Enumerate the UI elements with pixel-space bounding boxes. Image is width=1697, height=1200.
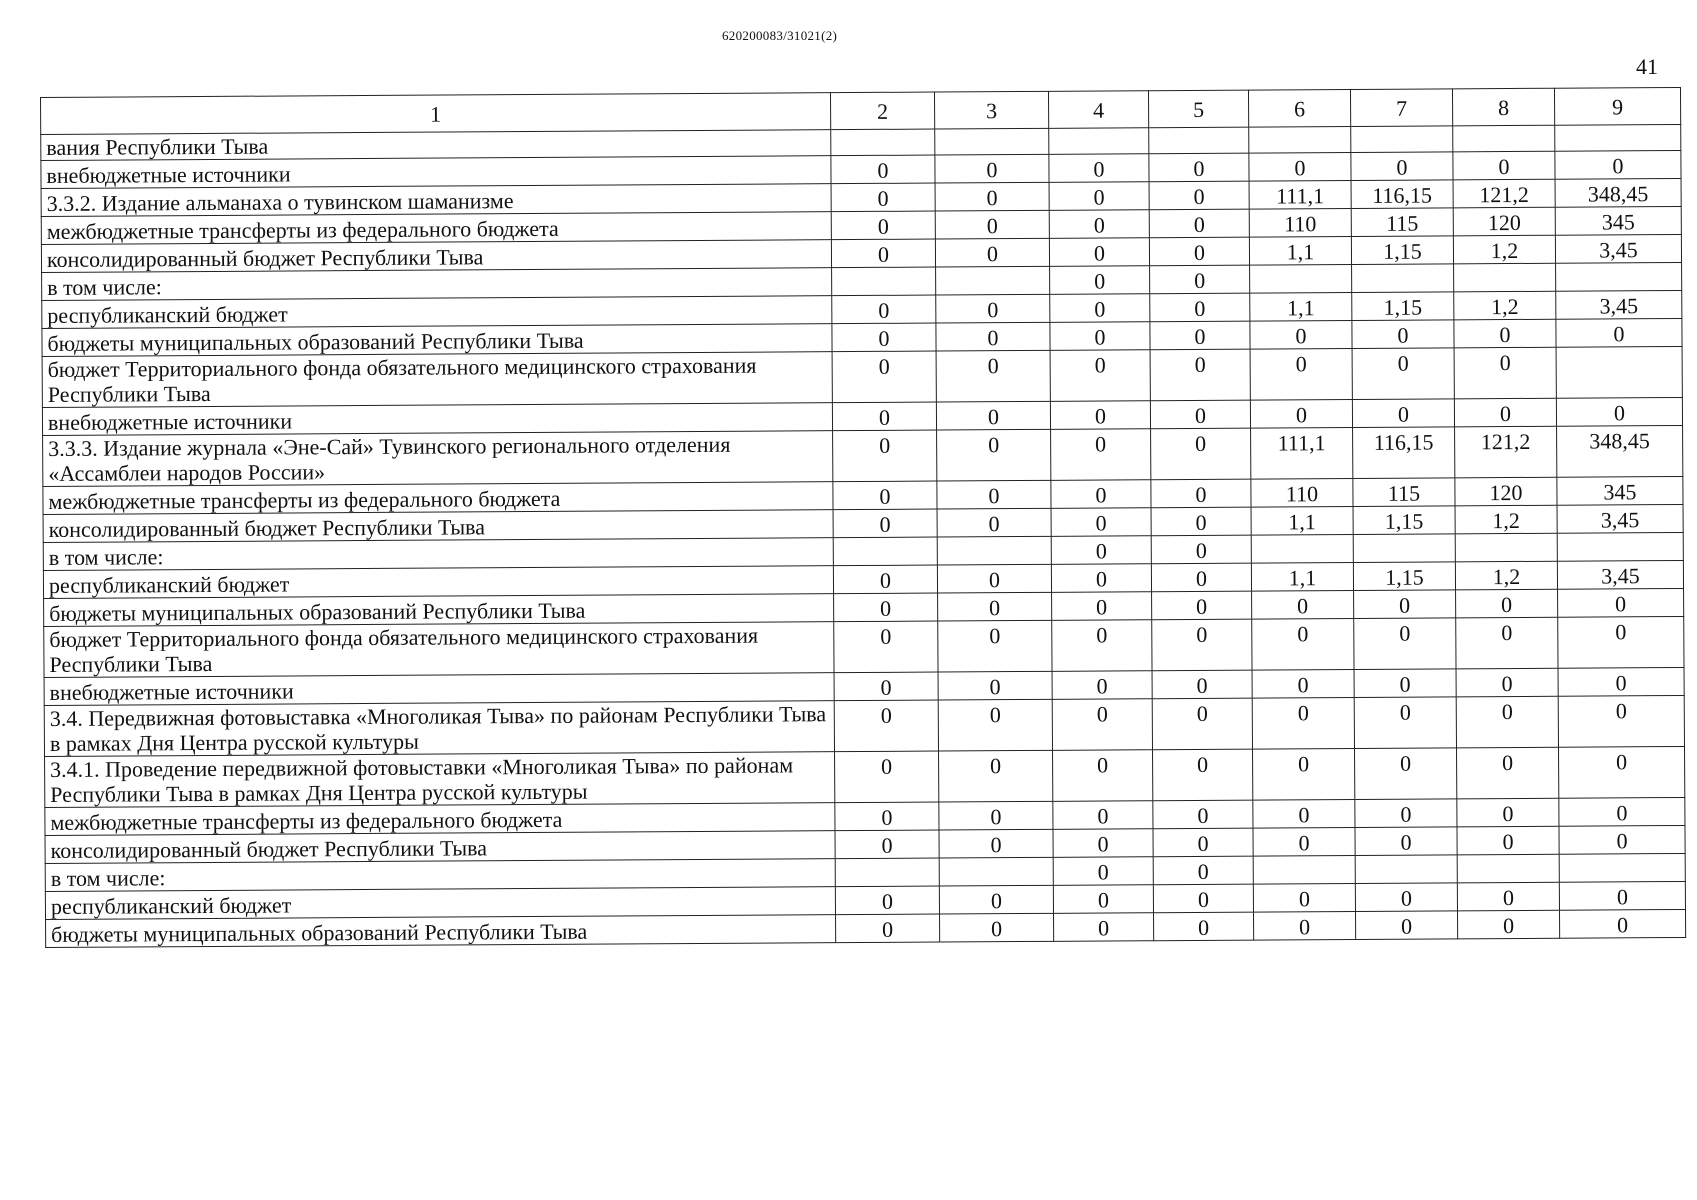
cell-col-5: 0 (1151, 535, 1251, 564)
cell-col-3: 0 (936, 322, 1050, 351)
cell-col-9: 0 (1559, 797, 1685, 826)
cell-col-4: 0 (1050, 266, 1150, 295)
cell-col-9: 0 (1556, 397, 1682, 426)
cell-col-6: 0 (1249, 152, 1351, 181)
row-label: межбюджетные трансферты из федерального бюджета (41, 212, 831, 245)
cell-col-8 (1457, 854, 1559, 883)
cell-col-6: 110 (1249, 208, 1351, 237)
cell-col-7: 116,15 (1353, 427, 1455, 479)
cell-col-8: 1,2 (1455, 505, 1557, 534)
cell-col-2: 0 (831, 239, 935, 268)
header-col-3: 3 (934, 91, 1048, 129)
row-label: бюджет Территориального фонда обязательного медицинского страхования Республики Тыва (44, 622, 834, 678)
cell-col-3: 0 (938, 699, 1052, 751)
cell-col-4: 0 (1049, 210, 1149, 239)
cell-col-2: 0 (834, 593, 938, 622)
cell-col-9: 0 (1559, 746, 1685, 798)
cell-col-6: 0 (1250, 399, 1352, 428)
cell-col-6: 0 (1252, 669, 1354, 698)
cell-col-8: 120 (1455, 477, 1557, 506)
cell-col-5: 0 (1154, 912, 1254, 941)
cell-col-5: 0 (1149, 153, 1249, 182)
row-label: межбюджетные трансферты из федерального бюджета (45, 803, 835, 836)
cell-col-3: 0 (938, 671, 1052, 700)
cell-col-2: 0 (831, 211, 935, 240)
row-label: внебюджетные источники (44, 673, 834, 706)
table-body (41, 124, 1686, 947)
header-col-6: 6 (1248, 89, 1350, 127)
cell-col-7: 0 (1352, 320, 1454, 349)
cell-col-4: 0 (1053, 885, 1153, 914)
cell-col-9 (1555, 124, 1681, 151)
cell-col-6: 0 (1253, 748, 1355, 800)
row-label: внебюджетные источники (41, 156, 831, 189)
cell-col-2: 0 (834, 700, 938, 752)
cell-col-8: 0 (1457, 826, 1559, 855)
cell-col-5: 0 (1153, 884, 1253, 913)
cell-col-6: 1,1 (1251, 506, 1353, 535)
cell-col-2: 0 (832, 323, 936, 352)
cell-col-3: 0 (936, 350, 1050, 402)
cell-col-2: 0 (834, 672, 938, 701)
cell-col-3: 0 (937, 480, 1051, 509)
cell-col-3: 0 (935, 182, 1049, 211)
cell-col-5: 0 (1149, 181, 1249, 210)
cell-col-8: 1,2 (1454, 291, 1556, 320)
cell-col-3: 0 (937, 508, 1051, 537)
cell-col-8: 0 (1454, 398, 1556, 427)
cell-col-5: 0 (1152, 698, 1252, 750)
cell-col-9: 0 (1559, 881, 1685, 910)
cell-col-5: 0 (1152, 591, 1252, 620)
cell-col-2: 0 (835, 751, 939, 803)
cell-col-7: 1,15 (1351, 236, 1453, 265)
cell-col-8: 0 (1456, 589, 1558, 618)
cell-col-7 (1351, 126, 1453, 153)
cell-col-8: 121,2 (1455, 426, 1557, 478)
cell-col-8: 1,2 (1453, 235, 1555, 264)
cell-col-5: 0 (1153, 856, 1253, 885)
header-col-5: 5 (1148, 90, 1248, 128)
cell-col-4 (1049, 128, 1149, 155)
cell-col-6 (1249, 126, 1351, 153)
cell-col-5: 0 (1151, 428, 1251, 480)
cell-col-6: 0 (1252, 590, 1354, 619)
cell-col-4: 0 (1053, 829, 1153, 858)
cell-col-9 (1556, 346, 1682, 398)
cell-col-9: 3,45 (1555, 234, 1681, 263)
cell-col-6: 111,1 (1251, 427, 1353, 479)
row-label: консолидированный бюджет Республики Тыва (41, 240, 831, 273)
cell-col-2: 0 (831, 183, 935, 212)
cell-col-5: 0 (1150, 321, 1250, 350)
cell-col-3: 0 (939, 801, 1053, 830)
cell-col-5 (1149, 127, 1249, 154)
cell-col-2: 0 (835, 830, 939, 859)
cell-col-6: 0 (1250, 348, 1352, 400)
cell-col-9: 3,45 (1556, 290, 1682, 319)
cell-col-6: 0 (1253, 827, 1355, 856)
cell-col-5: 0 (1149, 209, 1249, 238)
budget-table (40, 87, 1686, 948)
cell-col-6: 1,1 (1251, 562, 1353, 591)
cell-col-9: 0 (1559, 825, 1685, 854)
cell-col-4: 0 (1050, 350, 1150, 402)
cell-col-3: 0 (935, 154, 1049, 183)
cell-col-9: 0 (1558, 667, 1684, 696)
cell-col-7: 0 (1355, 748, 1457, 800)
cell-col-5: 0 (1150, 349, 1250, 401)
row-label: 3.4.1. Проведение передвижной фотовыставки «Многоликая Тыва» по районам Республики Тыва в рамках Дня Центра русской культуры (45, 752, 835, 808)
cell-col-9: 0 (1559, 909, 1685, 938)
header-col-8: 8 (1452, 88, 1554, 126)
cell-col-6: 0 (1253, 883, 1355, 912)
cell-col-6 (1251, 534, 1353, 563)
row-label: внебюджетные источники (42, 403, 832, 436)
cell-col-4: 0 (1051, 508, 1151, 537)
cell-col-2: 0 (835, 886, 939, 915)
cell-col-7: 0 (1354, 590, 1456, 619)
cell-col-7 (1353, 534, 1455, 563)
cell-col-5: 0 (1153, 828, 1253, 857)
cell-col-8: 121,2 (1453, 179, 1555, 208)
cell-col-9 (1559, 853, 1685, 882)
row-label: бюджеты муниципальных образований Республики Тыва (44, 594, 834, 627)
cell-col-9: 348,45 (1557, 425, 1683, 477)
cell-col-7: 1,15 (1353, 506, 1455, 535)
cell-col-2 (832, 267, 936, 296)
cell-col-3: 0 (937, 564, 1051, 593)
cell-col-2: 0 (832, 295, 936, 324)
cell-col-9: 345 (1555, 206, 1681, 235)
row-label: республиканский бюджет (42, 296, 832, 329)
cell-col-6: 0 (1252, 697, 1354, 749)
header-col-1: 1 (41, 93, 831, 135)
cell-col-3: 0 (937, 429, 1051, 481)
cell-col-8: 0 (1454, 347, 1556, 399)
row-label: 3.4. Передвижная фотовыставка «Многоликая Тыва» по районам Республики Тыва в рамках Дня Центра русской культуры (44, 701, 834, 757)
cell-col-4: 0 (1052, 699, 1152, 751)
cell-col-7: 0 (1355, 799, 1457, 828)
row-label: бюджет Территориального фонда обязательного медицинского страхования Республики Тыва (42, 352, 832, 408)
header-col-2: 2 (830, 92, 934, 130)
row-label: в том числе: (45, 859, 835, 892)
cell-col-8: 120 (1453, 207, 1555, 236)
cell-col-8: 0 (1457, 882, 1559, 911)
row-label: 3.3.2. Издание альманаха о тувинском шаманизме (41, 184, 831, 217)
cell-col-6: 1,1 (1250, 292, 1352, 321)
cell-col-4: 0 (1052, 671, 1152, 700)
cell-col-2: 0 (833, 509, 937, 538)
cell-col-7: 0 (1351, 152, 1453, 181)
cell-col-9: 0 (1558, 616, 1684, 668)
cell-col-7: 0 (1352, 348, 1454, 400)
cell-col-3: 0 (940, 913, 1054, 942)
cell-col-8: 0 (1454, 319, 1556, 348)
cell-col-8 (1453, 125, 1555, 152)
cell-col-4: 0 (1051, 429, 1151, 481)
cell-col-9: 0 (1558, 695, 1684, 747)
cell-col-6: 0 (1252, 618, 1354, 670)
cell-col-7: 115 (1351, 208, 1453, 237)
row-label: 3.3.3. Издание журнала «Эне-Сай» Тувинского регионального отделения «Ассамблеи народов России» (43, 431, 833, 487)
cell-col-4: 0 (1052, 592, 1152, 621)
cell-col-9 (1557, 532, 1683, 561)
cell-col-2: 0 (833, 565, 937, 594)
cell-col-6: 110 (1251, 478, 1353, 507)
cell-col-7: 0 (1354, 618, 1456, 670)
cell-col-5: 0 (1151, 507, 1251, 536)
cell-col-8: 0 (1456, 617, 1558, 669)
budget-table-container (40, 87, 1685, 948)
cell-col-2: 0 (832, 402, 936, 431)
cell-col-3 (935, 128, 1049, 155)
cell-col-5: 0 (1149, 237, 1249, 266)
cell-col-4: 0 (1053, 857, 1153, 886)
cell-col-4: 0 (1050, 294, 1150, 323)
cell-col-3: 0 (938, 592, 1052, 621)
cell-col-7: 0 (1355, 911, 1457, 940)
cell-col-8: 0 (1456, 696, 1558, 748)
cell-col-5: 0 (1150, 400, 1250, 429)
cell-col-3 (936, 266, 1050, 295)
cell-col-9: 0 (1555, 150, 1681, 179)
cell-col-4: 0 (1050, 322, 1150, 351)
cell-col-3: 0 (939, 829, 1053, 858)
cell-col-7: 1,15 (1352, 292, 1454, 321)
cell-col-2: 0 (833, 481, 937, 510)
cell-col-4: 0 (1053, 750, 1153, 802)
row-label: консолидированный бюджет Республики Тыва (43, 510, 833, 543)
cell-col-2: 0 (836, 914, 940, 943)
cell-col-3: 0 (939, 750, 1053, 802)
page-number: 41 (1636, 54, 1658, 79)
cell-col-3: 0 (936, 401, 1050, 430)
cell-col-9 (1556, 262, 1682, 291)
cell-col-7: 1,15 (1353, 562, 1455, 591)
cell-col-2: 0 (833, 430, 937, 482)
cell-col-6: 111,1 (1249, 180, 1351, 209)
cell-col-5: 0 (1152, 619, 1252, 671)
cell-col-9: 348,45 (1555, 178, 1681, 207)
cell-col-6 (1253, 855, 1355, 884)
cell-col-4: 0 (1052, 620, 1152, 672)
cell-col-3: 0 (938, 620, 1052, 672)
cell-col-6: 0 (1250, 320, 1352, 349)
cell-col-8: 0 (1457, 910, 1559, 939)
cell-col-7: 116,15 (1351, 180, 1453, 209)
cell-col-4: 0 (1051, 480, 1151, 509)
cell-col-6: 0 (1253, 799, 1355, 828)
cell-col-7: 0 (1355, 883, 1457, 912)
cell-col-4: 0 (1053, 801, 1153, 830)
cell-col-5: 0 (1151, 563, 1251, 592)
cell-col-9: 0 (1556, 318, 1682, 347)
cell-col-4: 0 (1051, 536, 1151, 565)
row-label: бюджеты муниципальных образований Республики Тыва (46, 915, 836, 948)
cell-col-8: 0 (1457, 747, 1559, 799)
cell-col-8: 0 (1456, 668, 1558, 697)
cell-col-3: 0 (939, 885, 1053, 914)
cell-col-2: 0 (835, 802, 939, 831)
cell-col-8: 0 (1453, 151, 1555, 180)
cell-col-7: 0 (1354, 669, 1456, 698)
cell-col-5: 0 (1150, 265, 1250, 294)
cell-col-7: 0 (1354, 697, 1456, 749)
cell-col-7 (1355, 855, 1457, 884)
cell-col-9: 3,45 (1557, 560, 1683, 589)
cell-col-4: 0 (1049, 154, 1149, 183)
cell-col-6: 0 (1254, 911, 1356, 940)
row-label: бюджеты муниципальных образований Республики Тыва (42, 324, 832, 357)
cell-col-5: 0 (1152, 670, 1252, 699)
cell-col-7: 115 (1353, 478, 1455, 507)
cell-col-2: 0 (831, 155, 935, 184)
cell-col-5: 0 (1150, 293, 1250, 322)
cell-col-2 (833, 537, 937, 566)
row-label: консолидированный бюджет Республики Тыва (45, 831, 835, 864)
row-label: в том числе: (42, 268, 832, 301)
cell-col-5: 0 (1151, 479, 1251, 508)
cell-col-5: 0 (1153, 800, 1253, 829)
cell-col-7: 0 (1352, 399, 1454, 428)
cell-col-9: 0 (1558, 588, 1684, 617)
cell-col-2: 0 (832, 351, 936, 403)
cell-col-4: 0 (1054, 913, 1154, 942)
cell-col-2 (835, 858, 939, 887)
cell-col-7 (1352, 264, 1454, 293)
cell-col-2 (831, 129, 935, 156)
row-label: республиканский бюджет (43, 566, 833, 599)
cell-col-3 (937, 536, 1051, 565)
cell-col-4: 0 (1049, 238, 1149, 267)
cell-col-9: 345 (1557, 476, 1683, 505)
cell-col-6: 1,1 (1249, 236, 1351, 265)
cell-col-7: 0 (1355, 827, 1457, 856)
document-code: 620200083/31021(2) (722, 28, 838, 43)
cell-col-3: 0 (936, 294, 1050, 323)
row-label: межбюджетные трансферты из федерального бюджета (43, 482, 833, 515)
row-label: в том числе: (43, 538, 833, 571)
cell-col-8: 1,2 (1455, 561, 1557, 590)
header-col-7: 7 (1350, 89, 1452, 127)
cell-col-8: 0 (1457, 798, 1559, 827)
cell-col-2: 0 (834, 621, 938, 673)
cell-col-3: 0 (935, 210, 1049, 239)
cell-col-9: 3,45 (1557, 504, 1683, 533)
cell-col-4: 0 (1050, 401, 1150, 430)
cell-col-4: 0 (1049, 182, 1149, 211)
cell-col-8 (1455, 533, 1557, 562)
header-col-4: 4 (1048, 91, 1148, 129)
row-label: вания Республики Тыва (41, 130, 831, 161)
header-col-9: 9 (1554, 87, 1680, 125)
cell-col-3: 0 (935, 238, 1049, 267)
cell-col-4: 0 (1051, 564, 1151, 593)
cell-col-6 (1250, 264, 1352, 293)
cell-col-8 (1454, 263, 1556, 292)
cell-col-5: 0 (1153, 749, 1253, 801)
cell-col-3 (939, 857, 1053, 886)
row-label: республиканский бюджет (45, 887, 835, 920)
